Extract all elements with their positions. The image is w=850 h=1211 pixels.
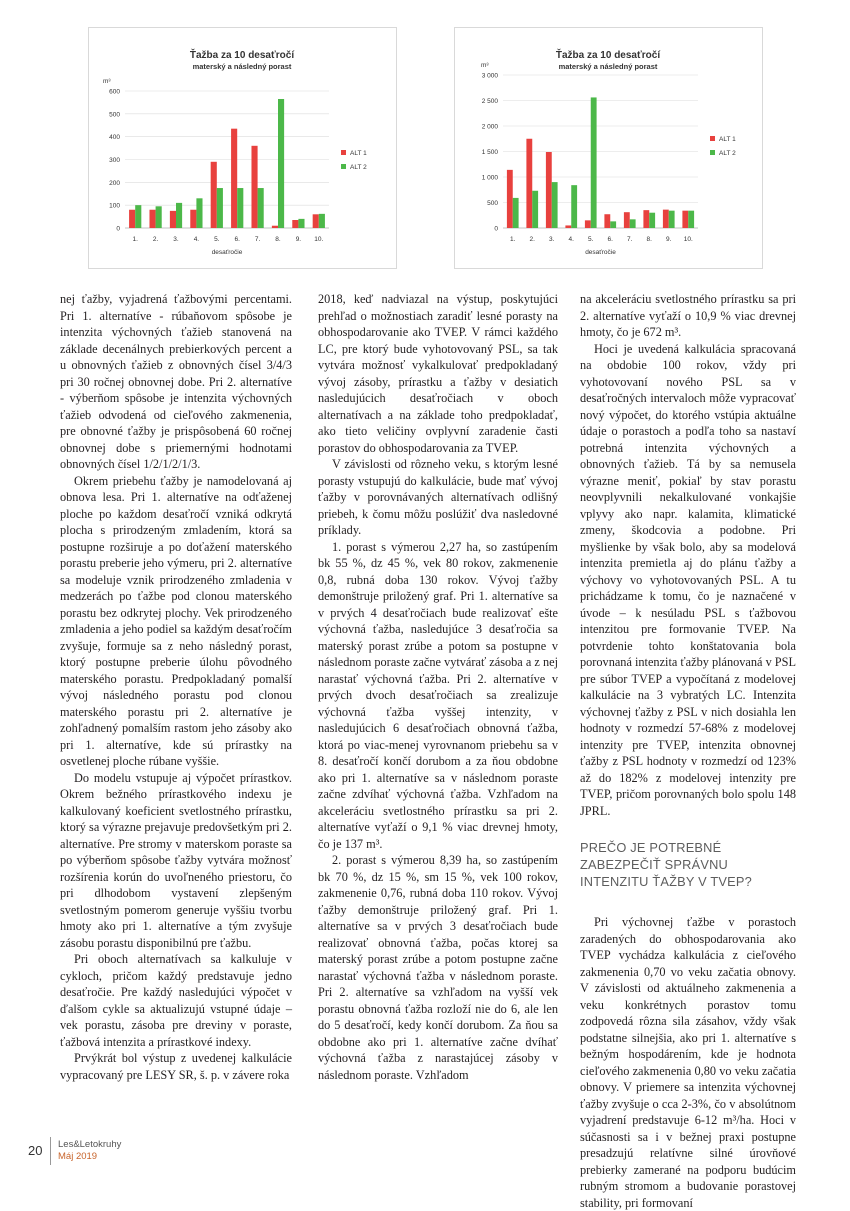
y-tick-label: 3 000 [481, 72, 498, 80]
bar-alt-1 [251, 146, 257, 228]
article-column-1 [60, 291, 292, 1083]
article-column-3 [580, 291, 796, 1211]
footer-divider [50, 1137, 51, 1165]
bar-alt-1 [585, 220, 591, 228]
bar-alt-2 [196, 198, 202, 228]
y-tick-label: 1 000 [481, 174, 498, 182]
magazine-name: Les&Letokruhy [58, 1139, 122, 1150]
bar-alt-2 [135, 205, 141, 228]
y-tick-label: 0 [116, 225, 120, 233]
bar-alt-1 [682, 211, 688, 228]
chart-1-svg [89, 28, 396, 268]
paragraph: nej ťažby, vyjadrená ťažbovými percentami. Pri 1. alternatíve - rúbaňovom spôsobe je intenzita výchovných ťažieb stanovená na základe decenálnych prebierkových percent a u obnovných ťažieb z obnovných čísel 3/4/3 pri 30 ročnej obnovnej dobe. Pri 2. alternatíve - výberňom spôsobe je intenzita výchovných ťažieb odvodená od cieľového zakmenenia, pre obnovné ťažby je prispôsobená 60 ročnej obnovnej dobe s priemernými hodnotami obnovných čísel 1/2/1/2/1/3. [60, 292, 292, 471]
bar-alt-2 [552, 182, 558, 228]
x-tick-label: 8. [646, 236, 652, 243]
legend-label: ALT 2 [719, 150, 736, 157]
section-heading: PREČO JE POTREBNÉ ZABEZPEČIŤ SPRÁVNU INTENZITU ŤAŽBY V TVEP? [580, 840, 752, 889]
x-tick-label: 2. [152, 236, 159, 243]
paragraph: 2. porast s výmerou 8,39 ha, so zastúpením bk 70 %, dz 15 %, sm 15 %, vek 100 rokov, zakmenenie 0,76, rubná doba 110 rokov. Vývoj ťažby demonštruje priložený graf. Pri 1. alternatíve sa v prvých 3 desaťročiach bude realizovať obnovná ťažba, počas ktorej sa materský porast zrúbe a potom postupne začne narastať výchovná ťažba v následnom poraste. Pri 2. alternatíve sa vzhľadom na vyšší vek porastu obnovná ťažba rozloží nie do 6, ale len do 5 desaťročí, kedy končí dorubom. Za ňou sa obdobne ako pri 1. alternatíve začne dvíhať výchovná ťažba z narastajúcej zásoby v následnom poraste. Vzhľadom [318, 853, 558, 1082]
bar-alt-1 [129, 210, 135, 228]
legend-swatch [341, 164, 346, 169]
legend-swatch [710, 150, 715, 155]
x-tick-label: 9. [295, 236, 302, 243]
y-tick-label: 100 [109, 202, 120, 210]
bar-alt-1 [565, 225, 571, 228]
legend-label: ALT 1 [350, 150, 367, 157]
y-tick-label: 400 [109, 134, 120, 142]
bar-alt-1 [624, 212, 630, 228]
y-tick-label: 500 [109, 111, 120, 119]
bar-alt-2 [258, 188, 264, 228]
x-tick-label: 9. [666, 236, 672, 243]
bar-alt-1 [546, 152, 552, 228]
bar-alt-2 [610, 221, 616, 228]
bar-alt-1 [211, 162, 217, 228]
y-tick-label: 300 [109, 157, 120, 164]
bar-alt-2 [176, 203, 182, 228]
issue-date: Máj 2019 [58, 1151, 98, 1162]
x-tick-label: 3. [173, 236, 179, 243]
x-tick-label: 1. [132, 236, 138, 243]
x-tick-label: 5. [588, 236, 594, 243]
legend-swatch [710, 136, 715, 141]
bar-alt-1 [272, 226, 278, 228]
bar-alt-1 [526, 139, 532, 228]
y-tick-label: 500 [487, 200, 498, 207]
bar-alt-2 [513, 198, 519, 228]
bar-alt-2 [217, 188, 223, 228]
bar-alt-1 [190, 210, 196, 228]
legend-label: ALT 1 [719, 136, 736, 143]
legend-label: ALT 2 [350, 164, 367, 171]
x-tick-label: 10. [683, 236, 693, 243]
x-tick-label: 3. [549, 236, 555, 243]
bar-alt-2 [156, 206, 162, 228]
x-tick-label: 1. [510, 236, 516, 243]
x-tick-label: 7. [254, 236, 261, 243]
paragraph: Pri výchovnej ťažbe v porastoch zaradených do obhospodarovania ako TVEP vychádza kalkulácia z cieľového zakmenenia 0,70 vo veku začatia obnovy. V závislosti od aktuálneho zakmenenia a veku konkrétnych porastov tomu zodpovedá rôzna sila zásahov, vždy však podstatne silnejšia, ako pri 1. alternatíve s bežným hospodárením, kde je hodnota cieľového zakmenenia 0,80 vo veku začatia obnovy. V priemere sa intenzita výchovnej ťažby zvyšuje o cca 2-3%, čo v absolútnom vyjadrení predstavuje 6-12 m³/ha. Hoci v súčasnosti sa i v bežnej praxi postupne presadzujú relatívne silné úrovňové prebierky zamerané na podporu budúcim rubným stromom a budovanie porastovej stability, pri formovaní [580, 915, 796, 1210]
chart-subtitle: materský a následný porast [192, 62, 292, 71]
bar-alt-2 [298, 219, 304, 228]
article-column-2 [318, 291, 558, 1083]
chart-y-axis-label: m³ [481, 62, 489, 69]
bar-alt-2 [571, 185, 577, 228]
chart-y-axis-label: m³ [103, 78, 111, 85]
paragraph: Okrem priebehu ťažby je namodelovaná aj obnova lesa. Pri 1. alternatíve na odťaženej ploche po každom desaťročí vzniká odkrytá plocha s prirodzeným zmladením, ktorá sa postupne rozširuje a po doťažení materského porastu preberie jeho výmeru, pri 2. alternatíve sa modeluje vznik prirodzeného zmladenia v medzerách po ťažbe pod clonou materského porastu bez odkrytej plochy. Vek prirodzeného zmladenia a jeho podiel sa každým desaťročím zvyšuje, formuje sa z neho následný porast, ktorý postupne preberie úlohu pôvodného materského porastu. Predpokladaný pomalší vývoj následného porastu pod clonou materského porastu pri 2. alternatíve je zohľadnený pomalším rastom jeho zásoby ako pri 1. alternatíve, kde sú prírastky na osvetlenej ploche rúbane vyššie. [60, 473, 292, 768]
bar-alt-1 [313, 214, 319, 228]
y-tick-label: 1 500 [481, 149, 498, 156]
paragraph: 1. porast s výmerou 2,27 ha, so zastúpením bk 55 %, dz 45 %, vek 80 rokov, zakmenenie 0,8, rubná doba 130 rokov. Vývoj ťažby demonštruje priložený graf. Pri 1. alternatíve sa v prvých 4 desaťročiach bude realizovať ešte výchovná ťažba, nasledujúce 3 desaťročia sa materský porast zrúbe a potom sa postupne v následnom poraste začne vytvárať zásoba a z nej narastať výchovná ťažba. Pri 2. alternatíve v prvých dvoch desaťročiach sa zrealizuje výchovná ťažba vyššej intenzity, v nasledujúcich 6 desaťročiach obnovná ťažba, ktorá po viac-menej vyrovnanom priebehu sa v 8. desaťročí končí dorubom a za ňou obdobne ako pri 1. alternatíve sa v následnom poraste začne zdvíhať výchovná ťažba. Vzhľadom na akceleráciu svetlostného prírastku sa pri 2. alternatíve vyťaží o 9,1 % viac drevnej hmoty, čo je 137 m³. [318, 539, 558, 851]
bar-alt-1 [231, 129, 237, 228]
paragraph: Hoci je uvedená kalkulácia spracovaná na obdobie 100 rokov, vždy pri vyhotovovaní nového PSL sa v desaťročných intervaloch môže vypracovať nový výpočet, do ktorého vstúpia aktuálne údaje o porastoch a podľa toho sa nastaví potrebná intenzita výchovných a obnovných ťažieb. Tá by sa nemusela výrazne meniť, pokiaľ by stav porastu neovplyvnili nekalkulované vonkajšie vplyvy ako napr. kalamita, klimatické zmeny, škodcovia a podobne. Pri myšlienke by však bolo, aby sa modelová intenzita premietla aj do plánu ťažby a výchovy vo vyhotovovaných PSL. A tu prichádzame k tomu, čo je naznačené v úvode – k nesúladu PSL s ťažbovou intenzitou pre formovanie TVEP. Na potvrdenie tohto konštatovania bola porovnaná intenzita ťažby plánovaná v PSL pre súbor TVEP a vypočítaná z modelovej kalkulácie na 3 vybratých LC. Intenzita výchovnej ťažby z PSL v nich dosiahla len hodnoty v rozmedzí 57-68% z modelovej intenzity pre TVEP, intenzita obnovnej ťažby z PSL hodnoty v rozmedzí od 123% až do 182% z modelovej intenzity pre TVEP, pričom porovnaných bolo spolu 148 JPRL. [580, 341, 796, 818]
y-tick-label: 200 [109, 179, 120, 187]
x-tick-label: 6. [234, 236, 240, 243]
chart-x-axis-label: desaťročie [585, 249, 616, 256]
y-tick-label: 2 500 [481, 98, 498, 105]
chart-x-axis-label: desaťročie [211, 249, 243, 256]
chart-harvest-stand-2 [454, 27, 763, 269]
y-tick-label: 600 [109, 88, 120, 96]
bar-alt-2 [532, 191, 538, 228]
paragraph: V závislosti od rôzneho veku, s ktorým lesné porasty vstupujú do kalkulácie, bude mať vývoj ťažby v porovnávaných alternatívach odlišný priebeh, k čomu môžu poslúžiť dva nasledovné príklady. [318, 457, 558, 537]
bar-alt-2 [630, 219, 636, 228]
chart-2-svg [455, 28, 762, 268]
x-tick-label: 4. [568, 236, 574, 243]
paragraph: na akceleráciu svetlostného prírastku sa pri 2. alternatíve vyťaží o 10,9 % viac drevnej hmoty, čo je 672 m³. [580, 292, 796, 339]
y-tick-label: 0 [494, 225, 498, 233]
chart-subtitle: materský a následný porast [558, 62, 658, 71]
x-tick-label: 4. [193, 236, 200, 243]
x-tick-label: 10. [314, 236, 324, 243]
bar-alt-2 [278, 99, 284, 228]
bar-alt-1 [663, 210, 669, 228]
page-number: 20 [28, 1143, 43, 1158]
bar-alt-2 [669, 211, 675, 228]
y-tick-label: 2 000 [481, 123, 498, 131]
x-tick-label: 7. [627, 236, 633, 243]
bar-alt-2 [591, 97, 597, 228]
bar-alt-2 [319, 214, 325, 228]
paragraph: Prvýkrát bol výstup z uvedenej kalkulácie vypracovaný pre LESY SR, š. p. v závere roka [60, 1051, 292, 1082]
bar-alt-1 [170, 211, 176, 228]
bar-alt-2 [688, 211, 694, 228]
bar-alt-1 [507, 170, 513, 228]
bar-alt-2 [649, 213, 655, 228]
bar-alt-1 [292, 220, 298, 228]
bar-alt-1 [604, 214, 610, 228]
paragraph: Do modelu vstupuje aj výpočet prírastkov. Okrem bežného prírastkového indexu je kalkulovaný koeficient svetlostného prírastku, ktorý sa výrazne prejavuje predovšetkým pri 2. alternatíve. Pre stromy v materskom poraste sa po výberňom spôsobe ťažby vytvára možnosť rozšírenia korún do uvoľneného priestoru, čo pri dlhodobom vystavení zlepšeným svetlostným pomerom generuje vyššiu tvorbu hmoty ako pri 1. alternatíve a tým zvyšuje zásobu porastu disponibilnú pre ťažbu. [60, 770, 292, 950]
x-tick-label: 2. [529, 236, 535, 243]
x-tick-label: 5. [214, 236, 220, 243]
chart-harvest-stand-1 [88, 27, 397, 269]
chart-title: Ťažba za 10 desaťročí [189, 50, 295, 61]
paragraph: Pri oboch alternatívach sa kalkuluje v cykloch, pričom každý predstavuje jedno desaťročie. Pre každý nasledujúci výpočet v ďalšom cykle sa aktualizujú vstupné údaje – vek porastu, zásoba pre dreviny v poraste, ťažbová intenzita a prírastkové indexy. [60, 952, 292, 1049]
chart-title: Ťažba za 10 desaťročí [555, 50, 661, 61]
paragraph: 2018, keď nadviazal na výstup, poskytujúci prehľad o možnostiach zaradiť lesné porasty na obhospodarovanie ako TVEP. V rámci každého LC, pre ktorý bude vyhotovovaný PSL, sa tak vytvára možnosť vykalkulovať predpokladaný vývoj zásoby, prírastku a ťažby v desiatich nasledujúcich desaťročiach v oboch alternatívach a na základe toho predpokladať, ako tieto veličiny ovplyvní zaradenie časti porastov do obhospodarovania za TVEP. [318, 292, 558, 455]
bar-alt-1 [149, 210, 155, 228]
bar-alt-2 [237, 188, 243, 228]
x-tick-label: 8. [275, 236, 281, 243]
legend-swatch [341, 150, 346, 155]
x-tick-label: 6. [607, 236, 613, 243]
bar-alt-1 [643, 210, 649, 228]
